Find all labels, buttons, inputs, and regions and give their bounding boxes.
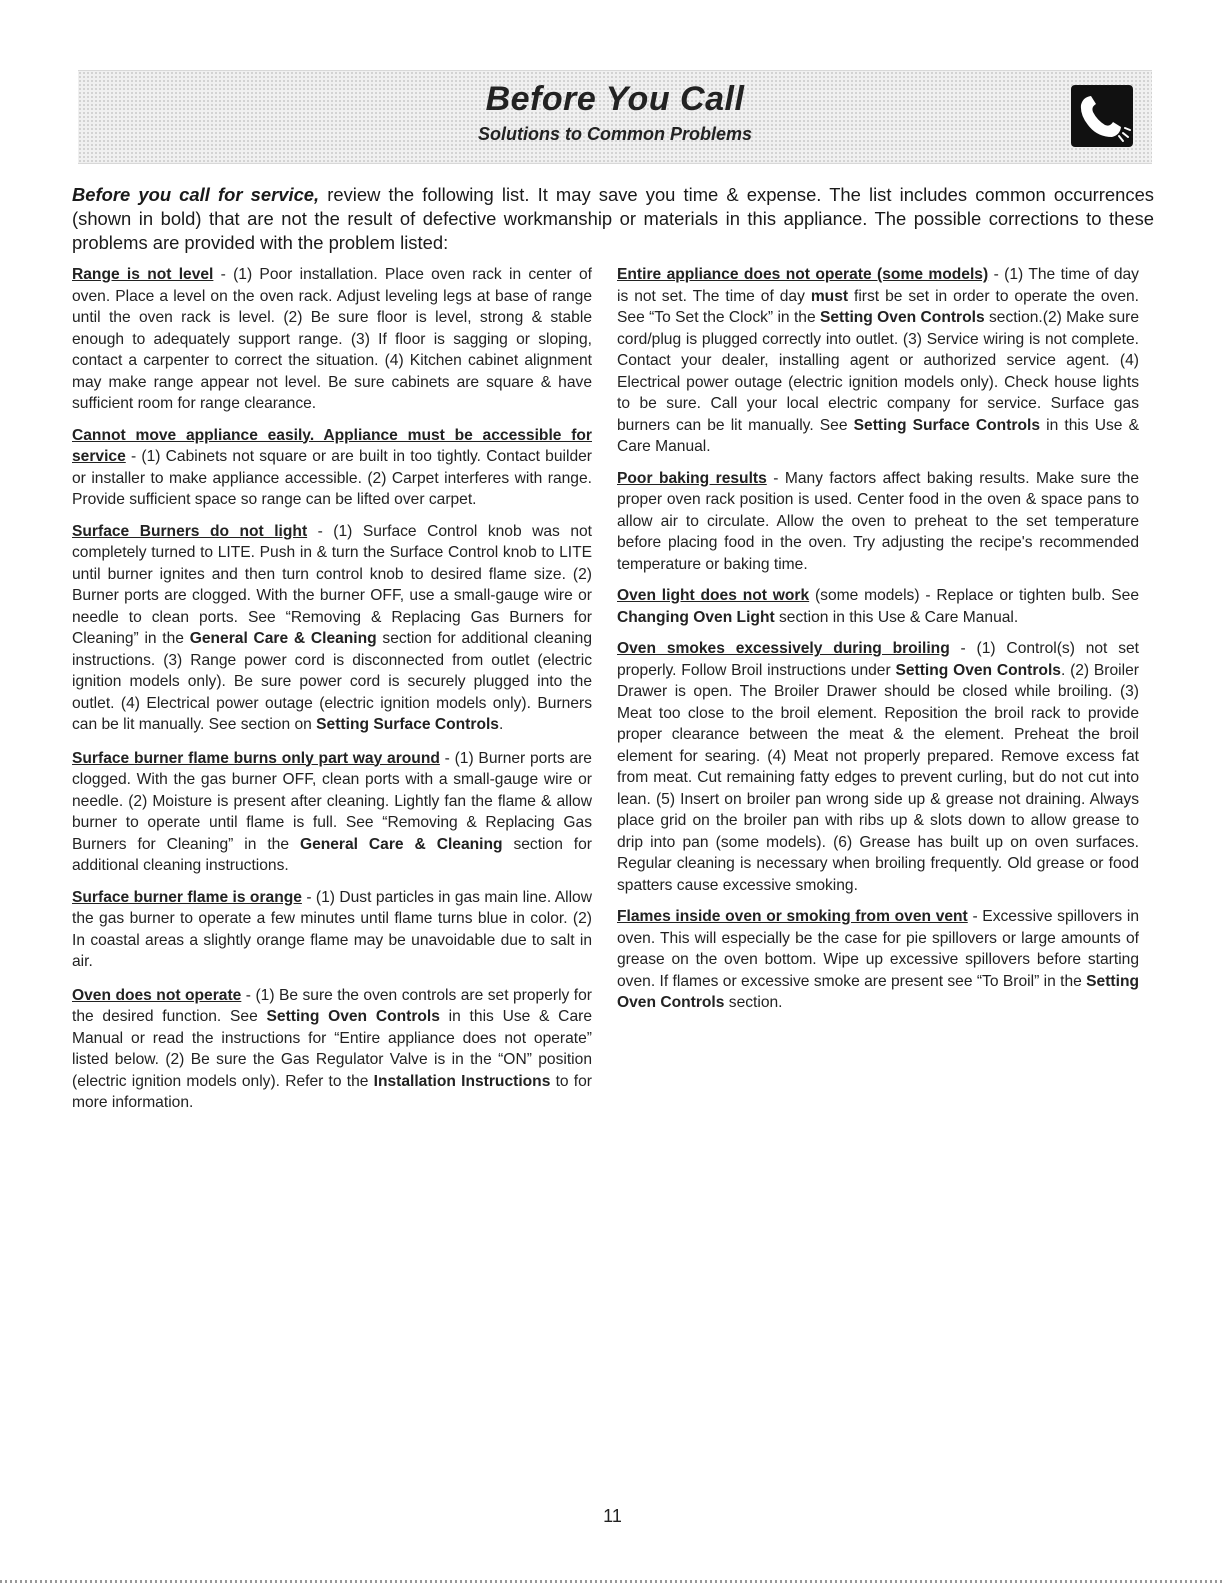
intro-text: review the following list. It may save you time & expense. The list includes common occurrences (shown in bold) that are not the result of defective workmanship or materials in this appliance. The possible corrections to these problems are provided with the problem listed: — [72, 184, 1155, 253]
problem-flame-part-way — [72, 748, 592, 877]
reference-bold: General Care & Cleaning — [299, 835, 503, 853]
problem-text: section for additional cleaning instructions. (3) Range power cord is disconnected from outlet (electric ignition models only). Be sure power cord is securely plugged into the outlet. (4) Electrical power outage (electric ignition models only). Burners can be lit manually. See section on — [72, 630, 593, 733]
problem-title: Surface Burners do not light — [72, 522, 308, 540]
problem-text: - (1) Surface Control knob was not completely turned to LITE. Push in & turn the Surface Control knob to LITE until burner ignites and then turn control knob to desired flame size. (2) Burner ports are clogged. With the burner OFF, use a small-gauge wire or needle to clean ports. See “Removing & Replacing Gas Burners for Cleaning” in the — [72, 522, 593, 647]
intro-paragraph — [72, 183, 1154, 255]
problem-oven-smokes — [617, 638, 1139, 896]
intro-lead: Before you call for service, — [72, 184, 320, 205]
problem-text: - (1) Cabinets not square or are built in too tightly. Contact builder or installer to make appliance accessible. (2) Carpet interferes with range. Provide sufficient space so range can be lifted over carpet. — [72, 448, 592, 508]
problem-title: Entire appliance does not operate (some models) — [617, 266, 989, 283]
problem-text: - (1) Dust particles in gas main line. Allow the gas burner to operate a few minutes until flame turns blue in color. (2) In coastal areas a slightly orange flame may be unavoidable due to salt in air. — [72, 888, 592, 970]
reference-bold: Setting Oven Controls — [266, 1008, 440, 1025]
problem-oven-not-operate — [72, 985, 592, 1114]
problem-title: Poor baking results — [617, 469, 767, 487]
page-title: Before You Call — [485, 80, 745, 118]
problem-flame-orange — [72, 887, 592, 973]
emphasis-bold: must — [810, 287, 849, 305]
reference-bold: Installation Instructions — [373, 1072, 551, 1090]
problem-title: Surface burner flame is orange — [72, 888, 302, 906]
problem-text: section in this Use & Care Manual. — [774, 608, 1019, 626]
reference-bold: General Care & Cleaning — [189, 630, 377, 647]
problem-text: first be set in order to operate the oven. See “To Set the Clock” in the — [617, 287, 1139, 326]
reference-bold: Setting Oven Controls — [617, 972, 1139, 1011]
problem-oven-light — [617, 585, 1139, 628]
problem-title: Oven light does not work — [617, 587, 810, 604]
problem-title: Surface burner flame burns only part way around — [72, 749, 440, 767]
problem-text: section.(2) Make sure cord/plug is plugged correctly into outlet. (3) Service wiring is not complete. Contact your dealer, installing agent or authorized service agent. (4) Electrical power outage (electric ignition models only). Check house lights to be sure. Call your local electric company for service. Surface gas burners can be lit manually. See — [617, 309, 1139, 434]
problem-range-not-level — [72, 264, 592, 415]
problem-text: - (1) Burner ports are clogged. With the gas burner OFF, clean ports with a small-gauge wire or needle. (2) Moisture is present after cleaning. Lightly fan the flame & allow burner to operate until flame is full. See “Removing & Replacing Gas Burners for Cleaning” in the — [72, 749, 592, 853]
bottom-divider — [0, 1580, 1225, 1583]
problem-text: - Excessive spillovers in oven. This will especially be the case for pie spillovers or large amounts of grease on the oven bottom. Wipe up excessive spillovers before starting oven. If flames or excessive smoke are present see “To Broil” in the — [617, 908, 1139, 990]
problem-entire-not-operate — [617, 264, 1139, 458]
problem-text: section. — [724, 994, 783, 1011]
problem-text: (some models) - Replace or tighten bulb. See — [809, 587, 1139, 604]
header-banner — [78, 70, 1152, 164]
problem-text: in this Use & Care Manual or read the instructions for “Entire appliance does not operate” listed below. (2) Be sure the Gas Regulator Valve is in the “ON” position (electric ignition models only). Refer to the — [72, 1008, 592, 1090]
reference-bold: Setting Oven Controls — [819, 309, 985, 326]
problem-title: Flames inside oven or smoking from oven vent — [617, 908, 968, 925]
right-column — [617, 264, 1139, 1024]
problem-text: in this Use & Care Manual. — [617, 416, 1139, 455]
problem-flames-inside — [617, 906, 1139, 1014]
problem-title: Cannot move appliance easily. Appliance must be accessible for service — [72, 426, 592, 465]
problem-title: Oven does not operate — [72, 986, 242, 1004]
problem-text: - (1) The time of day is not set. The time of day — [617, 266, 1139, 305]
problem-cannot-move — [72, 425, 592, 511]
problem-text: to for more information. — [72, 1072, 592, 1111]
problem-text: . (2) Broiler Drawer is open. The Broiler Drawer should be closed while broiling. (3) Meat too close to the broil element. Reposition the broil rack to provide proper clearance between the meat & the element. Preheat the broil element for searing. (4) Meat not properly prepared. Remove excess fat from meat. Cut remaining fatty edges to prevent curling, but do not cut into lean. (5) Insert on broiler pan wrong side up & grease not draining. Always place grid on the broiler pan with ribs up & slots down to allow grease to drip into pan (some models). (6) Grease has built up on oven surfaces. Regular cleaning is necessary when broiling frequently. Old grease or food spatters cause excessive smoking. — [617, 661, 1139, 894]
problem-text: section for additional cleaning instructions. — [72, 835, 592, 874]
problem-text: - Many factors affect baking results. Make sure the proper oven rack position is used. Center food in the oven & space pans to allow air to circulate. Allow the oven to preheat to the set temperature before placing food in the oven. Try adjusting the recipe's recommended temperature or baking time. — [617, 469, 1140, 573]
telephone-handset-icon — [1071, 85, 1133, 147]
page-subtitle: Solutions to Common Problems — [477, 124, 752, 144]
problem-burners-no-light — [72, 521, 592, 736]
reference-bold: Setting Surface Controls — [853, 416, 1040, 434]
problem-title: Oven smokes excessively during broiling — [617, 640, 950, 657]
reference-bold: Changing Oven Light — [617, 608, 775, 626]
reference-bold: Setting Surface Controls — [316, 716, 499, 733]
left-column — [72, 264, 592, 1124]
problem-text: - (1) Control(s) not set properly. Follow Broil instructions under — [617, 640, 1139, 679]
problem-text: - (1) Poor installation. Place oven rack in center of oven. Place a level on the oven rack. Adjust leveling legs at base of range until the oven rack is level. (2) Be sure floor is level, strong & stable enough to adequately support range. (3) If floor is sagging or sloping, contact a carpenter to correct the situation. (4) Kitchen cabinet alignment may make range appear not level. Be sure cabinets are square & have sufficient room for range clearance. — [72, 266, 592, 412]
problem-title: Range is not level — [72, 266, 214, 283]
problem-text: - (1) Be sure the oven controls are set properly for the desired function. See — [72, 986, 592, 1025]
page-number: 11 — [603, 1506, 622, 1526]
problem-poor-baking — [617, 468, 1139, 576]
reference-bold: Setting Oven Controls — [895, 661, 1061, 679]
problem-text: . — [498, 716, 504, 733]
